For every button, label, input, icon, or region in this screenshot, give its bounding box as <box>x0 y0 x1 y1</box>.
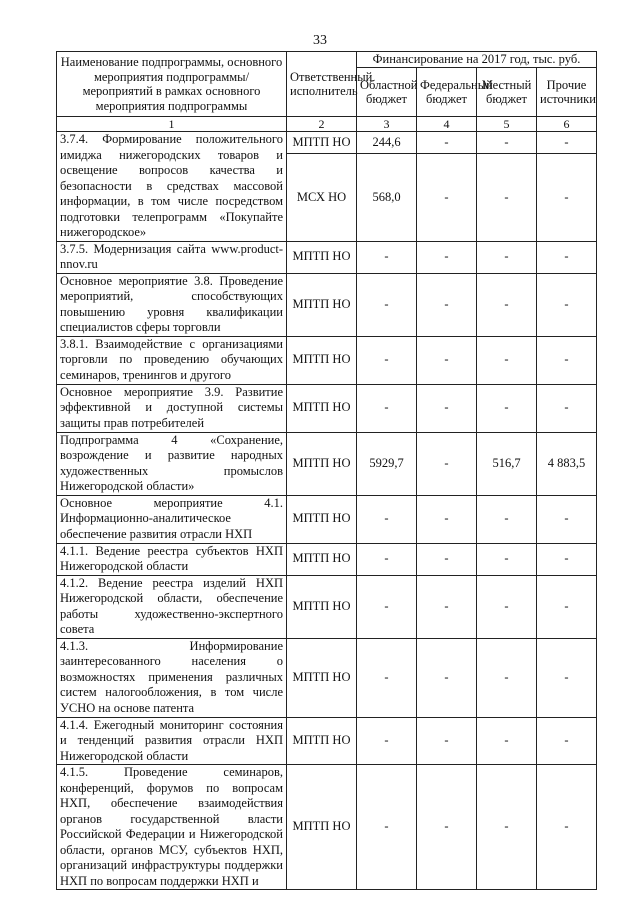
row-other-sources: - <box>537 154 597 241</box>
table-row <box>57 765 597 890</box>
row-federal-budget: - <box>417 273 477 336</box>
row-name: 4.1.1. Ведение реестра субъектов НХП Нижегородской области <box>57 543 287 575</box>
row-other-sources: - <box>537 765 597 890</box>
row-federal-budget: - <box>417 638 477 717</box>
row-responsible: МПТП НО <box>287 495 357 543</box>
row-federal-budget: - <box>417 717 477 765</box>
header-federal-budget: Федеральный бюджет <box>417 68 477 117</box>
table-row <box>57 495 597 543</box>
row-local-budget: 516,7 <box>477 432 537 495</box>
row-name: 4.1.5. Проведение семинаров, конференций, форумов по вопросам НХП, обеспечение взаимодействия органов государственной власти Российской Федерации и Нижегородской области, органов МСУ, субъектов НХП, организаций инфраструктуры поддержки НХП по вопросам поддержки НХП и <box>57 765 287 890</box>
row-other-sources: - <box>537 132 597 154</box>
row-regional-budget: - <box>357 336 417 384</box>
table-row <box>57 241 597 273</box>
row-regional-budget: 568,0 <box>357 154 417 241</box>
row-name: Основное мероприятие 3.9. Развитие эффективной и доступной системы защиты прав потребителей <box>57 384 287 432</box>
row-name: Основное мероприятие 3.8. Проведение мероприятий, способствующих повышению уровня квалификации специалистов сферы торговли <box>57 273 287 336</box>
row-federal-budget: - <box>417 154 477 241</box>
header-other-sources: Прочие источники <box>537 68 597 117</box>
row-responsible: МПТП НО <box>287 336 357 384</box>
row-local-budget: - <box>477 575 537 638</box>
row-responsible: МПТП НО <box>287 384 357 432</box>
header-local-budget: Местный бюджет <box>477 68 537 117</box>
row-local-budget: - <box>477 384 537 432</box>
page-number: 33 <box>313 33 327 48</box>
row-other-sources: - <box>537 575 597 638</box>
row-other-sources: - <box>537 717 597 765</box>
row-name: 3.7.5. Модернизация сайта www.product-nnov.ru <box>57 241 287 273</box>
column-number: 4 <box>417 117 477 132</box>
row-name: 3.8.1. Взаимодействие с организациями торговли по проведению обучающих семинаров, тренингов и другого <box>57 336 287 384</box>
row-regional-budget: - <box>357 765 417 890</box>
row-federal-budget: - <box>417 575 477 638</box>
row-regional-budget: 244,6 <box>357 132 417 154</box>
row-federal-budget: - <box>417 336 477 384</box>
row-regional-budget: - <box>357 384 417 432</box>
header-name: Наименование подпрограммы, основного мероприятия подпрограммы/мероприятий в рамках основного мероприятия подпрограммы <box>57 52 287 117</box>
header-responsible: Ответственный исполнитель <box>287 52 357 117</box>
row-regional-budget: 5929,7 <box>357 432 417 495</box>
row-local-budget: - <box>477 543 537 575</box>
row-other-sources: - <box>537 543 597 575</box>
row-name: 4.1.4. Ежегодный мониторинг состояния и тенденций развития отрасли НХП Нижегородской области <box>57 717 287 765</box>
row-federal-budget: - <box>417 384 477 432</box>
row-responsible: МСХ НО <box>287 154 357 241</box>
row-responsible: МПТП НО <box>287 765 357 890</box>
row-other-sources: 4 883,5 <box>537 432 597 495</box>
row-regional-budget: - <box>357 638 417 717</box>
column-number: 1 <box>57 117 287 132</box>
row-other-sources: - <box>537 241 597 273</box>
header-financing: Финансирование на 2017 год, тыс. руб. <box>357 52 597 68</box>
table-row <box>57 336 597 384</box>
row-responsible: МПТП НО <box>287 717 357 765</box>
row-federal-budget: - <box>417 241 477 273</box>
header-regional-budget: Областной бюджет <box>357 68 417 117</box>
row-name: Основное мероприятие 4.1. Информационно-аналитическое обеспечение развития отрасли НХП <box>57 495 287 543</box>
row-local-budget: - <box>477 765 537 890</box>
row-federal-budget: - <box>417 765 477 890</box>
row-local-budget: - <box>477 717 537 765</box>
row-other-sources: - <box>537 638 597 717</box>
row-name: 4.1.2. Ведение реестра изделий НХП Нижегородской области, обеспечение работы художественно-экспертного совета <box>57 575 287 638</box>
row-local-budget: - <box>477 336 537 384</box>
row-responsible: МПТП НО <box>287 241 357 273</box>
row-other-sources: - <box>537 273 597 336</box>
table-row <box>57 384 597 432</box>
row-responsible: МПТП НО <box>287 273 357 336</box>
row-regional-budget: - <box>357 717 417 765</box>
row-other-sources: - <box>537 495 597 543</box>
column-number: 3 <box>357 117 417 132</box>
table-row <box>57 638 597 717</box>
row-name: Подпрограмма 4 «Сохранение, возрождение и развитие народных художественных промыслов Нижегородской области» <box>57 432 287 495</box>
table-row <box>57 543 597 575</box>
row-federal-budget: - <box>417 543 477 575</box>
row-local-budget: - <box>477 495 537 543</box>
row-local-budget: - <box>477 638 537 717</box>
column-number: 5 <box>477 117 537 132</box>
row-responsible: МПТП НО <box>287 432 357 495</box>
row-local-budget: - <box>477 154 537 241</box>
row-responsible: МПТП НО <box>287 132 357 154</box>
row-regional-budget: - <box>357 543 417 575</box>
table-row <box>57 717 597 765</box>
financing-table <box>56 51 597 890</box>
row-name: 4.1.3. Информирование заинтересованного населения о возможностях применения различных систем налогообложения, в том числе УСНО на основе патента <box>57 638 287 717</box>
row-federal-budget: - <box>417 132 477 154</box>
row-federal-budget: - <box>417 432 477 495</box>
row-local-budget: - <box>477 241 537 273</box>
row-local-budget: - <box>477 273 537 336</box>
column-number: 2 <box>287 117 357 132</box>
row-other-sources: - <box>537 336 597 384</box>
row-regional-budget: - <box>357 241 417 273</box>
column-number: 6 <box>537 117 597 132</box>
table-row <box>57 432 597 495</box>
row-regional-budget: - <box>357 273 417 336</box>
row-responsible: МПТП НО <box>287 638 357 717</box>
row-local-budget: - <box>477 132 537 154</box>
row-regional-budget: - <box>357 495 417 543</box>
row-responsible: МПТП НО <box>287 575 357 638</box>
table-row <box>57 273 597 336</box>
row-regional-budget: - <box>357 575 417 638</box>
row-responsible: МПТП НО <box>287 543 357 575</box>
row-other-sources: - <box>537 384 597 432</box>
row-federal-budget: - <box>417 495 477 543</box>
table-row <box>57 132 597 154</box>
table-row <box>57 575 597 638</box>
row-name: 3.7.4. Формирование положительного имиджа нижегородских товаров и освещение вопросов качества и безопасности в средствах массовой информации, в том числе посредством подготовки телепрограмм «Покупайте нижегородское» <box>57 132 287 242</box>
